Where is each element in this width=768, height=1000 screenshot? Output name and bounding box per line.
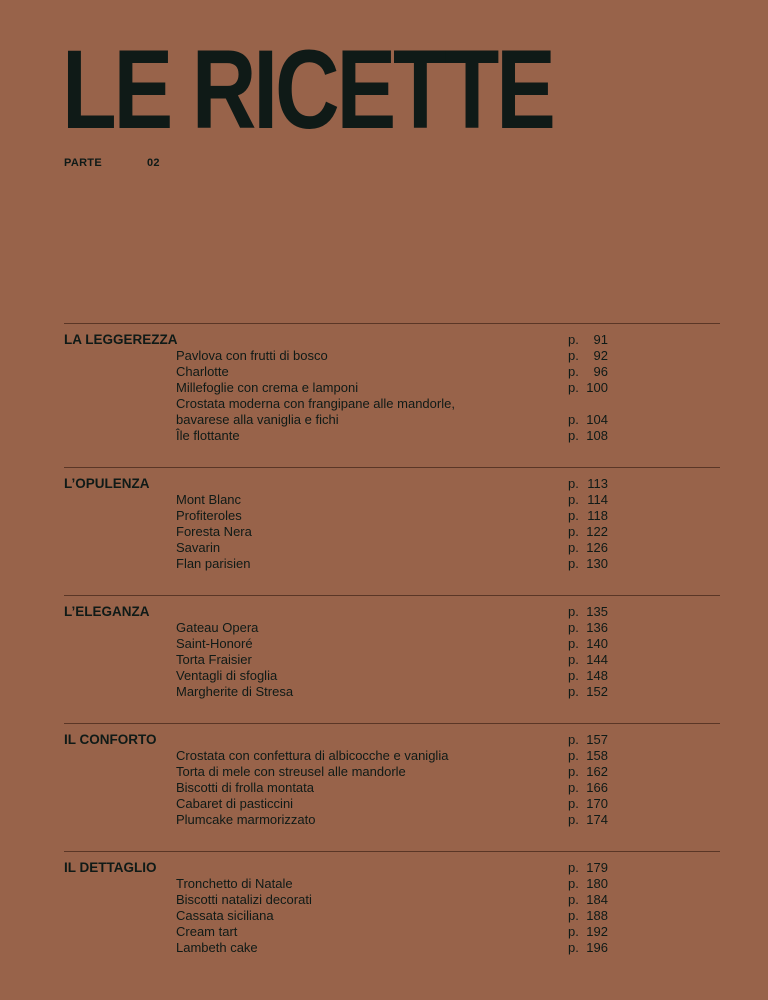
page-number: 188 [586, 908, 608, 923]
part-number: 02 [147, 157, 160, 169]
page-number: 162 [586, 764, 608, 779]
page-prefix: p. [568, 796, 579, 811]
recipe-title: Cream tart [176, 924, 238, 939]
page-prefix: p. [568, 668, 579, 683]
list-item [64, 540, 720, 556]
recipe-title: Margherite di Stresa [176, 684, 294, 699]
recipe-title: Crostata con confettura di albicocche e vaniglia [176, 748, 449, 763]
page-prefix: p. [568, 428, 579, 443]
recipe-title: Biscotti natalizi decorati [176, 892, 312, 907]
page-number: 130 [586, 556, 608, 571]
page-prefix: p. [568, 620, 579, 635]
page-number: 113 [587, 476, 608, 491]
section-heading: IL DETTAGLIO [64, 860, 157, 875]
list-item [64, 796, 720, 812]
recipe-title: Torta Fraisier [176, 652, 252, 667]
section-heading: L’OPULENZA [64, 476, 150, 491]
list-item [64, 412, 720, 428]
recipe-title: Saint-Honoré [176, 636, 253, 651]
page-number: 114 [587, 492, 608, 507]
list-item [64, 396, 720, 412]
part-indicator [64, 157, 160, 169]
page-title: LE RICETTE [62, 27, 553, 152]
toc-section [64, 467, 720, 572]
page-number: 92 [593, 348, 608, 363]
page-prefix: p. [568, 764, 579, 779]
part-label: PARTE [64, 157, 102, 169]
list-item [64, 940, 720, 956]
list-item [64, 684, 720, 700]
page-number: 157 [586, 732, 608, 747]
list-item [64, 524, 720, 540]
list-item [64, 492, 720, 508]
page-prefix: p. [568, 748, 579, 763]
recipe-title: Millefoglie con crema e lamponi [176, 380, 359, 395]
recipe-title: Charlotte [176, 364, 229, 379]
page-number: 144 [586, 652, 608, 667]
list-item [64, 380, 720, 396]
page-prefix: p. [568, 908, 579, 923]
list-item [64, 636, 720, 652]
list-item [64, 364, 720, 380]
page-number: 135 [586, 604, 608, 619]
page-number: 100 [586, 380, 608, 395]
list-item [64, 652, 720, 668]
page-prefix: p. [568, 540, 579, 555]
page-number: 118 [587, 508, 608, 523]
toc-section [64, 723, 720, 828]
page-number: 174 [586, 812, 608, 827]
page-prefix: p. [568, 524, 579, 539]
recipe-title: Foresta Nera [176, 524, 252, 539]
page-prefix: p. [568, 892, 579, 907]
recipe-title: Flan parisien [176, 556, 251, 571]
recipe-title: Cassata siciliana [176, 908, 274, 923]
page-prefix: p. [568, 364, 579, 379]
toc-section-heading-row [64, 476, 720, 492]
page-number: 91 [593, 332, 608, 347]
section-heading: IL CONFORTO [64, 732, 157, 747]
list-item [64, 892, 720, 908]
page-number: 136 [586, 620, 608, 635]
page-prefix: p. [568, 492, 579, 507]
page-prefix: p. [568, 684, 579, 699]
page-prefix: p. [568, 348, 579, 363]
page-number: 170 [586, 796, 608, 811]
table-of-contents [64, 323, 720, 979]
section-heading: L’ELEGANZA [64, 604, 150, 619]
recipe-title: Lambeth cake [176, 940, 258, 955]
page-prefix: p. [568, 924, 579, 939]
list-item [64, 556, 720, 572]
page-number: 108 [586, 428, 608, 443]
recipe-title: Tronchetto di Natale [176, 876, 293, 891]
page-prefix: p. [568, 476, 579, 491]
page-number: 166 [586, 780, 608, 795]
recipe-title: Profiteroles [176, 508, 242, 523]
page-number: 122 [586, 524, 608, 539]
list-item [64, 908, 720, 924]
toc-section [64, 323, 720, 444]
recipe-title: Ventagli di sfoglia [176, 668, 278, 683]
list-item [64, 924, 720, 940]
toc-section-heading-row [64, 860, 720, 876]
page-number: 126 [586, 540, 608, 555]
page-number: 158 [586, 748, 608, 763]
recipe-title: Pavlova con frutti di bosco [176, 348, 328, 363]
recipe-title: Mont Blanc [176, 492, 242, 507]
list-item [64, 748, 720, 764]
page-number: 179 [586, 860, 608, 875]
page-number: 104 [586, 412, 608, 427]
page-prefix: p. [568, 780, 579, 795]
recipe-title: Torta di mele con streusel alle mandorle [176, 764, 406, 779]
list-item [64, 508, 720, 524]
toc-section-heading-row [64, 332, 720, 348]
toc-section [64, 851, 720, 956]
recipe-title: bavarese alla vaniglia e fichi [176, 412, 339, 427]
list-item [64, 428, 720, 444]
recipe-title: Plumcake marmorizzato [176, 812, 316, 827]
page-prefix: p. [568, 860, 579, 875]
page-number: 96 [593, 364, 608, 379]
recipe-title: Gateau Opera [176, 620, 259, 635]
toc-section-heading-row [64, 604, 720, 620]
recipe-title: Biscotti di frolla montata [176, 780, 315, 795]
list-item [64, 812, 720, 828]
page-prefix: p. [568, 652, 579, 667]
recipe-title: Savarin [176, 540, 221, 555]
list-item [64, 348, 720, 364]
page-prefix: p. [568, 332, 579, 347]
page-prefix: p. [568, 380, 579, 395]
list-item [64, 780, 720, 796]
recipe-title: Île flottante [176, 428, 240, 443]
page-prefix: p. [568, 876, 579, 891]
recipe-title: Crostata moderna con frangipane alle mandorle, [176, 396, 455, 411]
page-number: 196 [586, 940, 608, 955]
page-number: 148 [586, 668, 608, 683]
page-number: 140 [586, 636, 608, 651]
page-prefix: p. [568, 508, 579, 523]
list-item [64, 764, 720, 780]
page-number: 180 [586, 876, 608, 891]
toc-section-heading-row [64, 732, 720, 748]
section-heading: LA LEGGEREZZA [64, 332, 178, 347]
list-item [64, 668, 720, 684]
list-item [64, 620, 720, 636]
page-prefix: p. [568, 556, 579, 571]
page-number: 192 [586, 924, 608, 939]
page-prefix: p. [568, 636, 579, 651]
page-prefix: p. [568, 604, 579, 619]
page-prefix: p. [568, 940, 579, 955]
page-prefix: p. [568, 812, 579, 827]
page-prefix: p. [568, 412, 579, 427]
recipe-title: Cabaret di pasticcini [176, 796, 294, 811]
toc-section [64, 595, 720, 700]
page-number: 152 [586, 684, 608, 699]
page-prefix: p. [568, 732, 579, 747]
list-item [64, 876, 720, 892]
page-number: 184 [586, 892, 608, 907]
